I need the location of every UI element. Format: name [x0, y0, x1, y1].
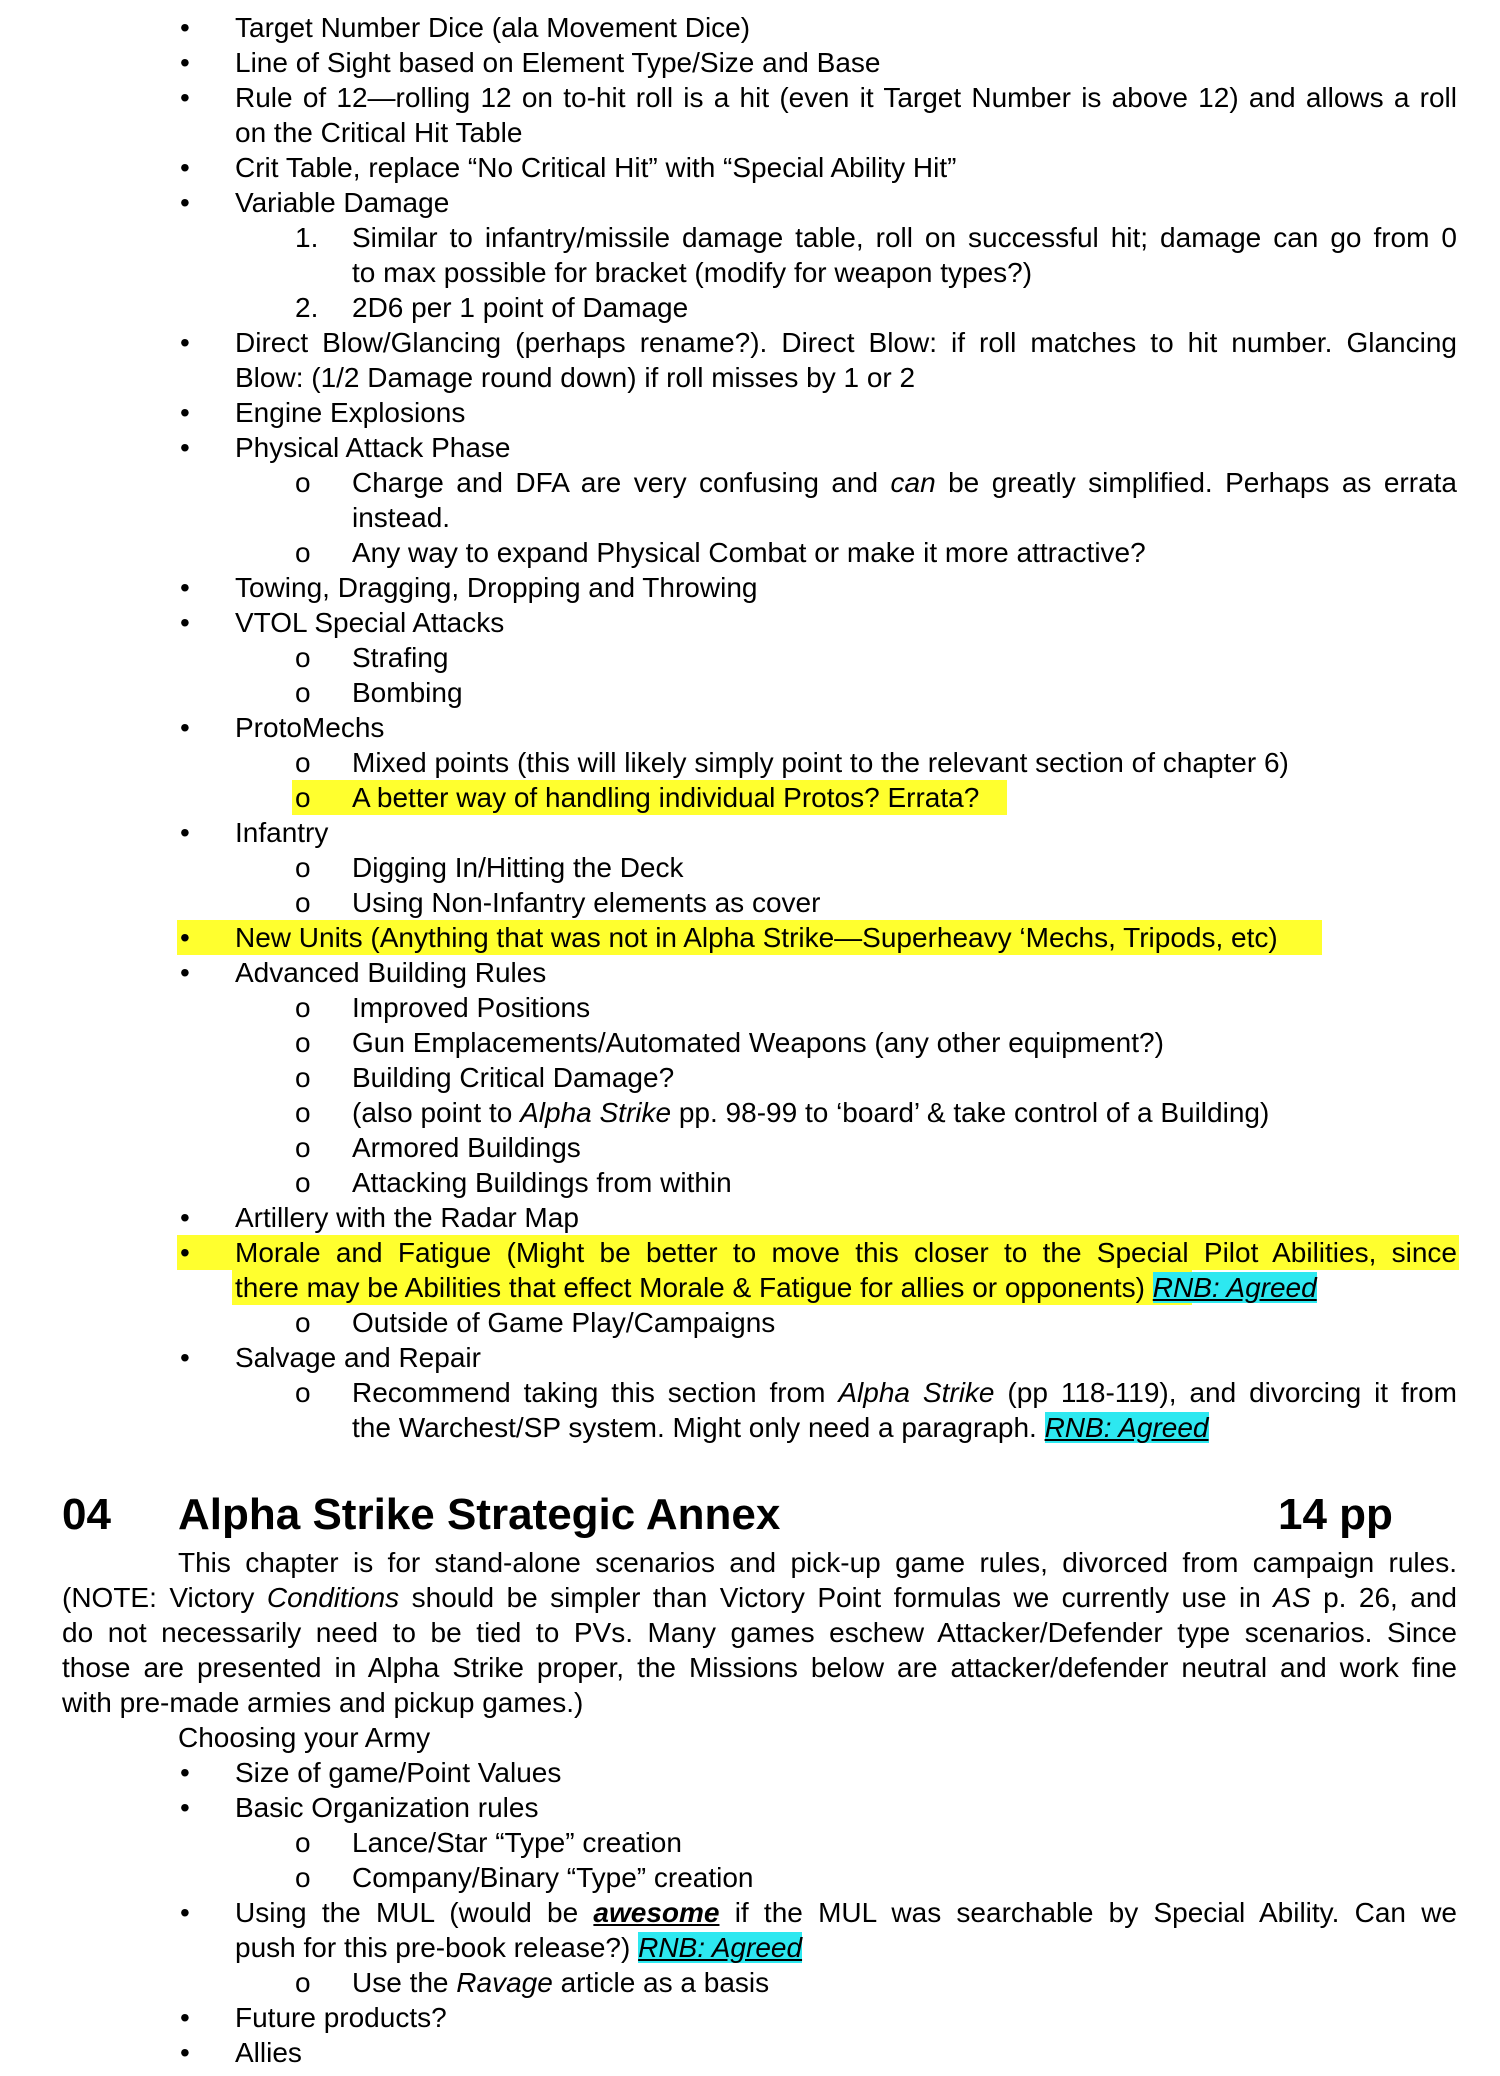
list-number: 2. [295, 292, 319, 323]
intro-paragraph-line: with pre-made armies and pickup games.) [62, 1687, 584, 1718]
sub-bullet-icon: o [295, 1167, 311, 1198]
list-item: (also point to Alpha Strike pp. 98-99 to ‘board’ & take control of a Building) [352, 1097, 1270, 1128]
bullet-icon: • [180, 327, 190, 358]
list-item: 2D6 per 1 point of Damage [352, 292, 689, 323]
bullet-icon: • [180, 1342, 190, 1373]
section-number: 04 [62, 1490, 111, 1539]
bullet-icon: • [180, 922, 190, 953]
bullet-icon: • [180, 432, 190, 463]
list-item-highlighted: A better way of handling individual Protos? Errata? [352, 782, 980, 813]
sub-bullet-icon: o [295, 537, 311, 568]
bullet-icon: • [180, 1202, 190, 1233]
list-item: Engine Explosions [235, 397, 466, 428]
list-item-highlighted: New Units (Anything that was not in Alpha Strike—Superheavy ‘Mechs, Tripods, etc) [235, 922, 1278, 953]
list-item-continuation: on the Critical Hit Table [235, 117, 523, 148]
list-item: Bombing [352, 677, 463, 708]
sub-bullet-icon: o [295, 747, 311, 778]
sub-bullet-icon: o [295, 642, 311, 673]
bullet-icon: • [180, 152, 190, 183]
section-title: Alpha Strike Strategic Annex [178, 1490, 781, 1539]
bullet-icon: • [180, 957, 190, 988]
list-item: ProtoMechs [235, 712, 385, 743]
sub-bullet-icon: o [295, 1132, 311, 1163]
list-item: Strafing [352, 642, 449, 673]
list-item: Target Number Dice (ala Movement Dice) [235, 12, 751, 43]
list-item: Allies [235, 2037, 302, 2068]
list-item: Armored Buildings [352, 1132, 581, 1163]
intro-paragraph-line: (NOTE: Victory Conditions should be simpler than Victory Point formulas we currently use in AS p. 26, and [62, 1582, 1457, 1613]
list-item: Using the MUL (would be awesome if the MUL was searchable by Special Ability. Can we [235, 1897, 1457, 1928]
bullet-icon: • [180, 712, 190, 743]
bullet-icon: • [180, 1757, 190, 1788]
review-note: RNB: Agreed [1152, 1272, 1317, 1303]
review-note: RNB: Agreed [638, 1932, 803, 1963]
list-item-highlighted: Morale and Fatigue (Might be better to move this closer to the Special Pilot Abilities, since [235, 1237, 1457, 1268]
list-item: Similar to infantry/missile damage table, roll on successful hit; damage can go from 0 [352, 222, 1457, 253]
sub-bullet-icon: o [295, 887, 311, 918]
bullet-icon: • [180, 1897, 190, 1928]
section-pages: 14 pp [1278, 1490, 1393, 1539]
list-item: Attacking Buildings from within [352, 1167, 732, 1198]
list-item-continuation: Blow: (1/2 Damage round down) if roll misses by 1 or 2 [235, 362, 916, 393]
list-item-continuation: there may be Abilities that effect Morale & Fatigue for allies or opponents) RNB: Agreed [235, 1272, 1317, 1303]
sub-bullet-icon: o [295, 1027, 311, 1058]
sub-bullet-icon: o [295, 782, 311, 813]
list-item: Any way to expand Physical Combat or make it more attractive? [352, 537, 1146, 568]
bullet-icon: • [180, 572, 190, 603]
sub-bullet-icon: o [295, 1967, 311, 1998]
list-item: Building Critical Damage? [352, 1062, 675, 1093]
bullet-icon: • [180, 12, 190, 43]
list-item: Company/Binary “Type” creation [352, 1862, 754, 1893]
list-item: Salvage and Repair [235, 1342, 481, 1373]
intro-paragraph-line: do not necessarily need to be tied to PVs. Many games eschew Attacker/Defender type scenarios. Since [62, 1617, 1457, 1648]
list-item: Improved Positions [352, 992, 591, 1023]
list-item: Line of Sight based on Element Type/Size and Base [235, 47, 881, 78]
list-item-continuation: instead. [352, 502, 451, 533]
bullet-icon: • [180, 607, 190, 638]
list-item: Advanced Building Rules [235, 957, 547, 988]
bullet-icon: • [180, 187, 190, 218]
bullet-icon: • [180, 2002, 190, 2033]
sub-bullet-icon: o [295, 852, 311, 883]
list-item: Variable Damage [235, 187, 450, 218]
list-item: Gun Emplacements/Automated Weapons (any other equipment?) [352, 1027, 1164, 1058]
list-item: Outside of Game Play/Campaigns [352, 1307, 776, 1338]
bullet-icon: • [180, 2037, 190, 2068]
list-item: Future products? [235, 2002, 447, 2033]
list-item: Artillery with the Radar Map [235, 1202, 579, 1233]
list-item: Using Non-Infantry elements as cover [352, 887, 821, 918]
intro-paragraph-line: This chapter is for stand-alone scenarios and pick-up game rules, divorced from campaign rules. [178, 1547, 1457, 1578]
bullet-icon: • [180, 1237, 190, 1268]
review-note: RNB: Agreed [1044, 1412, 1209, 1443]
list-item: Towing, Dragging, Dropping and Throwing [235, 572, 758, 603]
sub-bullet-icon: o [295, 1862, 311, 1893]
list-item: Direct Blow/Glancing (perhaps rename?). Direct Blow: if roll matches to hit number. Glancing [235, 327, 1457, 358]
list-item: Basic Organization rules [235, 1792, 539, 1823]
list-item-continuation: push for this pre-book release?) RNB: Agreed [235, 1932, 803, 1963]
sub-bullet-icon: o [295, 992, 311, 1023]
intro-paragraph-line: those are presented in Alpha Strike proper, the Missions below are attacker/defender neutral and work fine [62, 1652, 1457, 1683]
list-item: Rule of 12—rolling 12 on to-hit roll is a hit (even it Target Number is above 12) and allows a roll [235, 82, 1457, 113]
sub-bullet-icon: o [295, 677, 311, 708]
sub-bullet-icon: o [295, 1097, 311, 1128]
bullet-icon: • [180, 817, 190, 848]
list-item: Recommend taking this section from Alpha Strike (pp 118-119), and divorcing it from [352, 1377, 1457, 1408]
sub-bullet-icon: o [295, 1377, 311, 1408]
list-number: 1. [295, 222, 319, 253]
sub-bullet-icon: o [295, 467, 311, 498]
list-item: Physical Attack Phase [235, 432, 511, 463]
bullet-icon: • [180, 1792, 190, 1823]
list-item-continuation: the Warchest/SP system. Might only need a paragraph. RNB: Agreed [352, 1412, 1209, 1443]
list-item: Crit Table, replace “No Critical Hit” with “Special Ability Hit” [235, 152, 957, 183]
list-item: Mixed points (this will likely simply point to the relevant section of chapter 6) [352, 747, 1289, 778]
list-item: Use the Ravage article as a basis [352, 1967, 770, 1998]
list-item: Infantry [235, 817, 329, 848]
sub-bullet-icon: o [295, 1307, 311, 1338]
sub-bullet-icon: o [295, 1827, 311, 1858]
subheading: Choosing your Army [178, 1722, 431, 1753]
sub-bullet-icon: o [295, 1062, 311, 1093]
list-item: Digging In/Hitting the Deck [352, 852, 684, 883]
bullet-icon: • [180, 82, 190, 113]
bullet-icon: • [180, 47, 190, 78]
list-item: VTOL Special Attacks [235, 607, 505, 638]
list-item: Size of game/Point Values [235, 1757, 562, 1788]
bullet-icon: • [180, 397, 190, 428]
list-item-continuation: to max possible for bracket (modify for weapon types?) [352, 257, 1033, 288]
list-item: Lance/Star “Type” creation [352, 1827, 682, 1858]
list-item: Charge and DFA are very confusing and can be greatly simplified. Perhaps as errata [352, 467, 1457, 498]
